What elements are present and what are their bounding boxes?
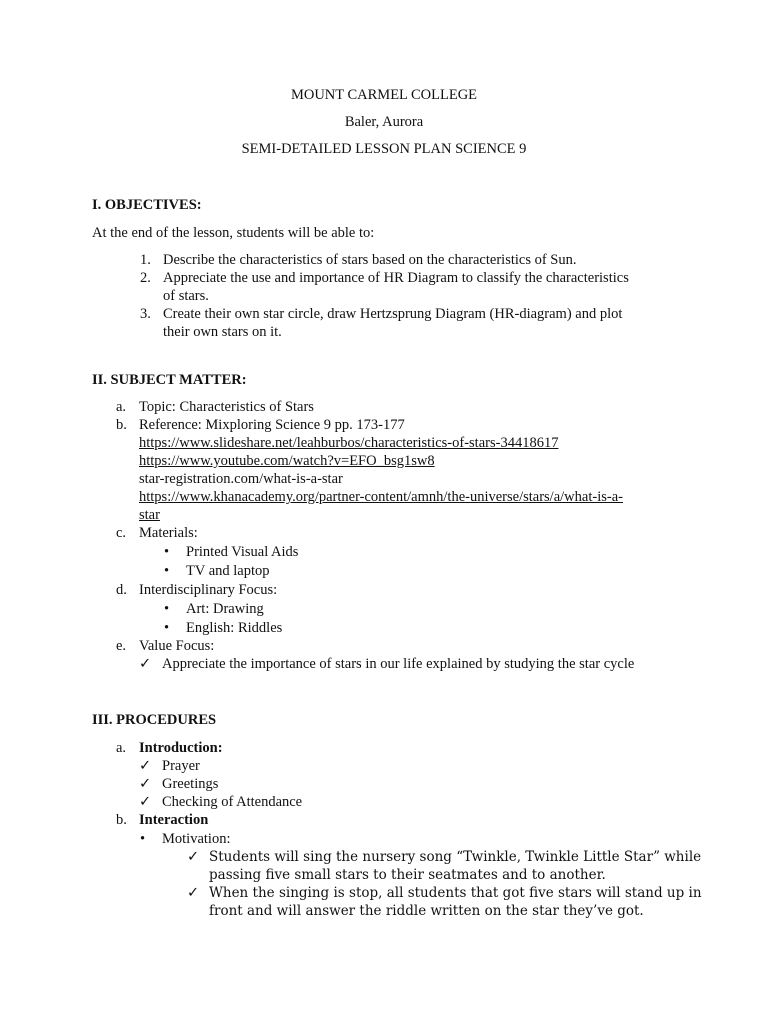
material-item: TV and laptop: [186, 563, 270, 579]
reference-link[interactable]: https://www.khanacademy.org/partner-content/amnh/the-universe/stars/a/what-is-a-: [139, 489, 623, 505]
check-icon: ✓: [139, 656, 152, 672]
objective-text: of stars.: [163, 288, 209, 304]
focus-item: Art: Drawing: [186, 601, 264, 617]
bullet-icon: •: [164, 620, 170, 636]
motivation-item: When the singing is stop, all students that got five stars will stand up in: [209, 885, 702, 901]
check-icon: ✓: [139, 758, 152, 774]
objective-text: Describe the characteristics of stars based on the characteristics of Sun.: [163, 252, 577, 268]
introduction-item: Checking of Attendance: [162, 794, 303, 810]
interaction-label: Interaction: [139, 812, 209, 828]
objective-number: 3.: [140, 306, 151, 322]
check-icon: ✓: [187, 885, 200, 901]
list-marker: c.: [116, 525, 127, 541]
list-marker: a.: [116, 740, 127, 756]
reference-link-continued[interactable]: star: [139, 507, 160, 523]
reference-link[interactable]: https://www.slideshare.net/leahburbos/characteristics-of-stars-34418617: [139, 435, 559, 451]
list-marker: a.: [116, 399, 127, 415]
college-name: MOUNT CARMEL COLLEGE: [290, 87, 478, 103]
value-focus-text: Appreciate the importance of stars in our life explained by studying the star cycle: [162, 656, 635, 672]
objective-number: 2.: [140, 270, 151, 286]
introduction-item: Prayer: [162, 758, 200, 774]
check-icon: ✓: [187, 849, 200, 865]
objective-text: Create their own star circle, draw Hertzsprung Diagram (HR-diagram) and plot: [163, 306, 623, 322]
motivation-item: passing five small stars to their seatmates and to another.: [209, 867, 606, 883]
check-icon: ✓: [139, 794, 152, 810]
objective-text: their own stars on it.: [163, 324, 282, 340]
reference-url-text: star-registration.com/what-is-a-star: [139, 471, 343, 487]
motivation-label: Motivation:: [162, 831, 231, 847]
list-marker: d.: [116, 582, 127, 598]
topic-text: Topic: Characteristics of Stars: [139, 399, 314, 415]
materials-label: Materials:: [139, 525, 198, 541]
reference-text: Reference: Mixploring Science 9 pp. 173-177: [139, 417, 405, 433]
list-marker: b.: [116, 812, 127, 828]
subject-matter-heading: II. SUBJECT MATTER:: [92, 372, 247, 388]
introduction-item: Greetings: [162, 776, 219, 792]
motivation-item: Students will sing the nursery song “Twinkle, Twinkle Little Star” while: [209, 849, 702, 865]
check-icon: ✓: [139, 776, 152, 792]
procedures-heading: III. PROCEDURES: [92, 712, 217, 728]
objective-text: Appreciate the use and importance of HR Diagram to classify the characteristics: [163, 270, 629, 286]
focus-item: English: Riddles: [186, 620, 283, 636]
focus-label: Interdisciplinary Focus:: [139, 582, 278, 598]
document-title: SEMI-DETAILED LESSON PLAN SCIENCE 9: [241, 141, 527, 157]
list-marker: b.: [116, 417, 127, 433]
list-marker: e.: [116, 638, 127, 654]
bullet-icon: •: [164, 544, 170, 560]
reference-link[interactable]: https://www.youtube.com/watch?v=EFO_bsg1sw8: [139, 453, 435, 469]
bullet-icon: •: [164, 563, 170, 579]
objectives-intro: At the end of the lesson, students will be able to:: [92, 225, 375, 241]
introduction-label: Introduction:: [139, 740, 223, 756]
motivation-item: front and will answer the riddle written on the star they’ve got.: [209, 903, 644, 919]
objectives-heading: I. OBJECTIVES:: [92, 197, 202, 213]
bullet-icon: •: [164, 601, 170, 617]
value-focus-label: Value Focus:: [139, 638, 215, 654]
bullet-icon: •: [140, 831, 146, 847]
college-location: Baler, Aurora: [344, 114, 424, 130]
material-item: Printed Visual Aids: [186, 544, 299, 560]
objective-number: 1.: [140, 252, 151, 268]
